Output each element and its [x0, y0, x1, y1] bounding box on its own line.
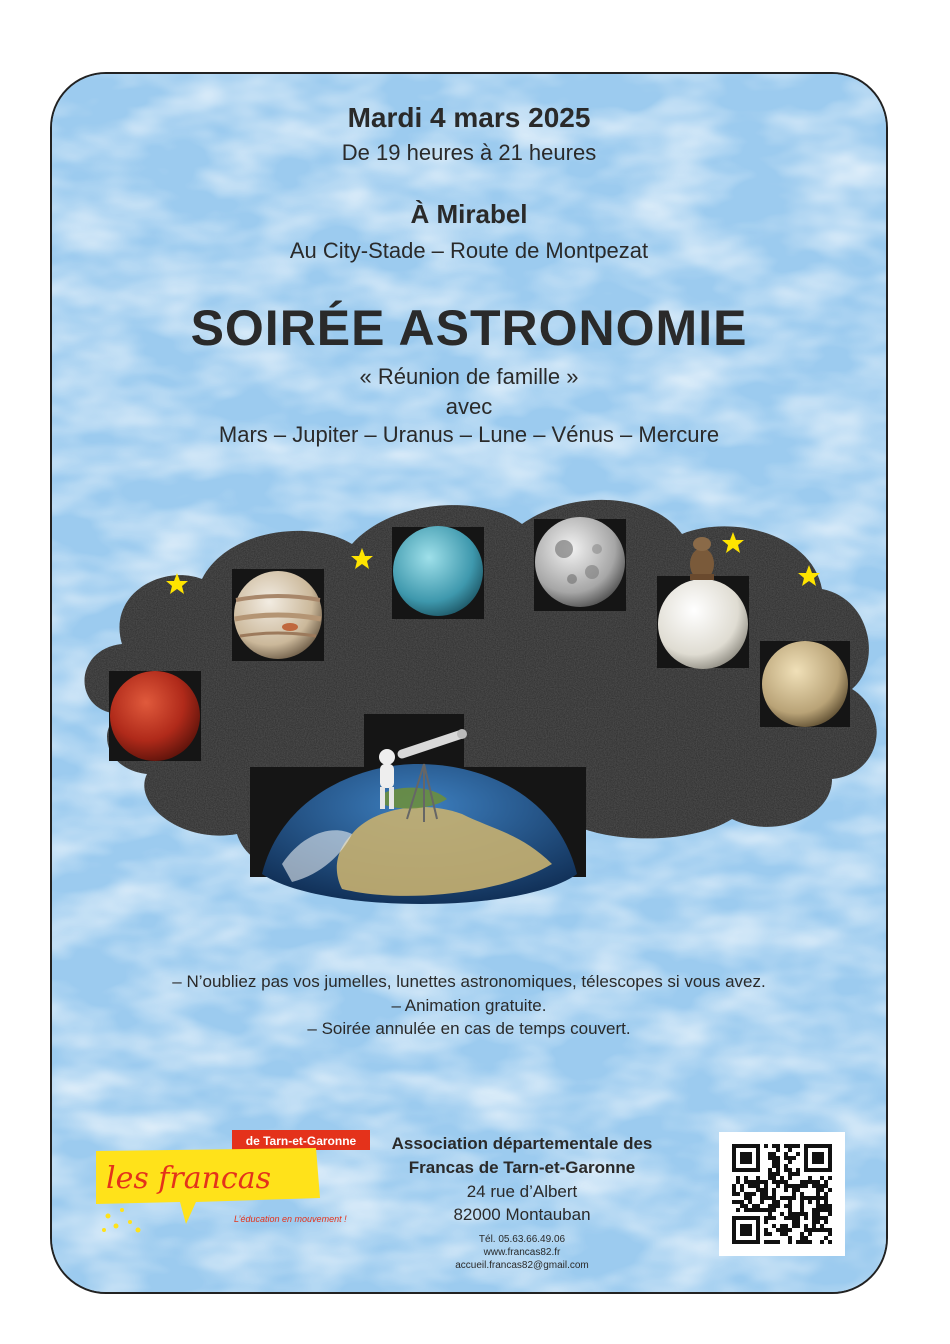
astronomy-illustration [52, 74, 886, 1292]
poster-frame [50, 72, 888, 1294]
org-street: 24 rue d’Albert [466, 1182, 578, 1201]
svg-text:de Tarn-et-Garonne: de Tarn-et-Garonne [245, 1134, 357, 1148]
event-place: À Mirabel [410, 199, 528, 229]
event-title: SOIRÉE ASTRONOMIE [190, 300, 748, 356]
svg-text:L’éducation en mouvement !: L’éducation en mouvement ! [234, 1214, 347, 1224]
event-with: avec [445, 394, 493, 419]
svg-text:les francas: les francas [106, 1161, 272, 1196]
uranus-planet [393, 526, 483, 616]
qr-code[interactable] [719, 1132, 845, 1256]
org-phone: Tél. 05.63.66.49.06 [478, 1234, 566, 1245]
org-email-link[interactable]: accueil.francas82@gmail.com [455, 1260, 589, 1271]
event-hours: De 19 heures à 21 heures [341, 140, 597, 165]
alien-figure [690, 537, 714, 580]
org-name-line2: Francas de Tarn-et-Garonne [408, 1158, 636, 1177]
mars-planet [110, 671, 200, 761]
event-date: Mardi 4 mars 2025 [347, 102, 591, 133]
org-name-line1: Association départementale des [391, 1134, 653, 1153]
planet-list: Mars – Jupiter – Uranus – Lune – Vénus – Mercure [218, 422, 720, 447]
francas-logo [96, 1126, 376, 1236]
mercury-planet [762, 641, 848, 727]
jupiter-planet [234, 571, 322, 659]
note-cancel: – Soirée annulée en cas de temps couvert. [307, 1019, 631, 1038]
event-subtitle: « Réunion de famille » [359, 364, 579, 389]
org-city: 82000 Montauban [453, 1205, 591, 1224]
org-website-link[interactable]: www.francas82.fr [483, 1247, 561, 1258]
moon [535, 517, 625, 607]
venus-planet [658, 579, 748, 669]
note-free: – Animation gratuite. [391, 996, 547, 1015]
event-address: Au City-Stade – Route de Montpezat [289, 238, 649, 263]
note-equipment: – N’oubliez pas vos jumelles, lunettes astronomiques, télescopes si vous avez. [172, 972, 766, 991]
